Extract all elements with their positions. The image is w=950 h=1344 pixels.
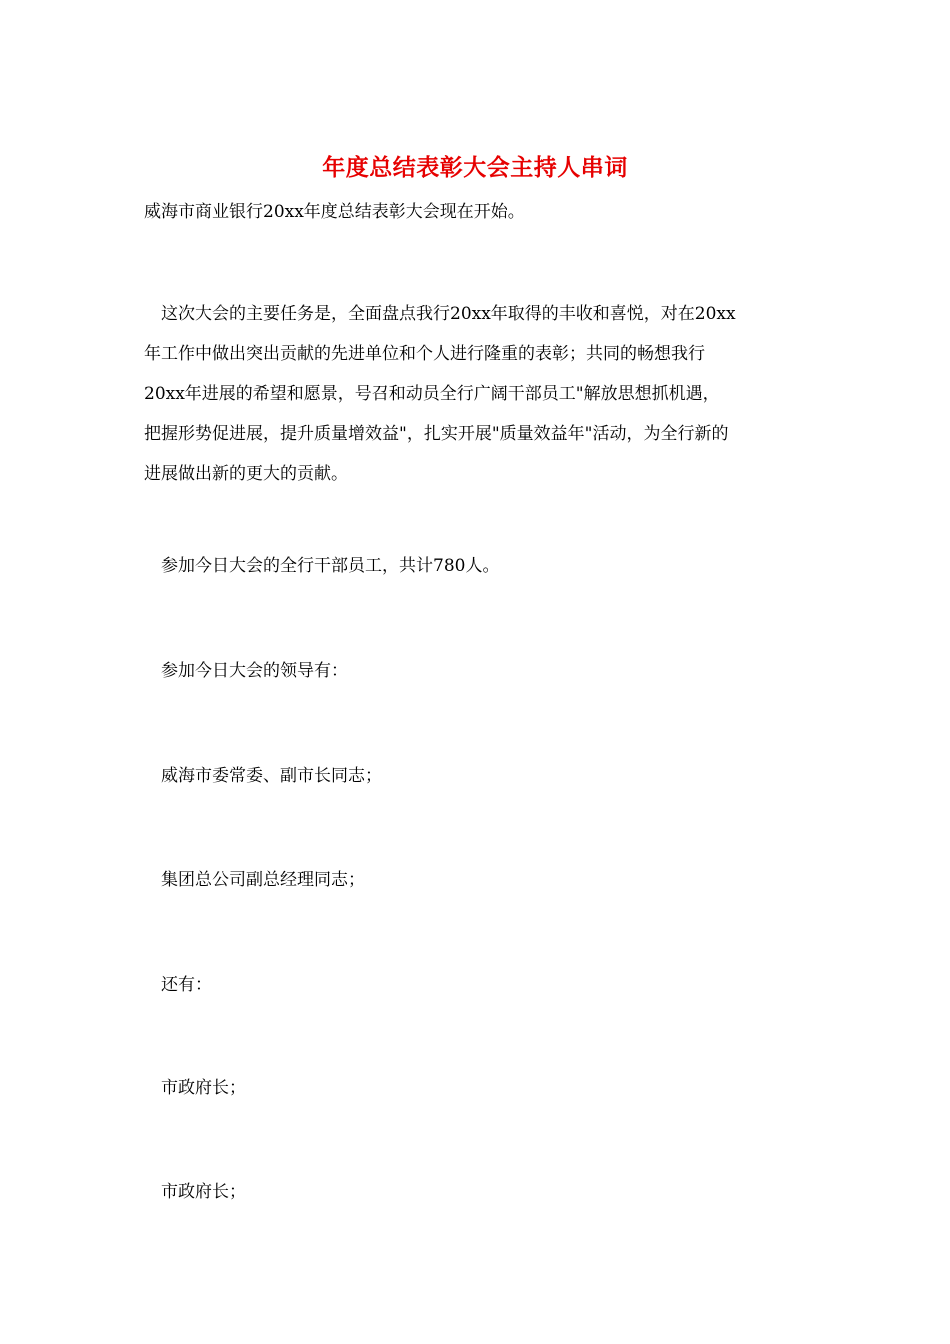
task-paragraph: [144, 294, 808, 494]
task-line: 年工作中做出突出贡献的先进单位和个人进行隆重的表彰；共同的畅想我行: [144, 344, 705, 364]
leader-item: 威海市委常委、副市长同志；: [144, 766, 382, 786]
leader-item: 集团总公司副总经理同志；: [144, 870, 365, 890]
task-line: 这次大会的主要任务是，全面盘点我行20xx年取得的丰收和喜悦，对在20xx: [144, 304, 736, 324]
leaders-intro-paragraph: 参加今日大会的领导有：: [144, 661, 348, 681]
opening-paragraph: 威海市商业银行20xx年度总结表彰大会现在开始。: [144, 202, 525, 222]
attendance-paragraph: 参加今日大会的全行干部员工，共计780人。: [144, 556, 500, 576]
task-line: 20xx年进展的希望和愿景，号召和动员全行广阔干部员工"解放思想抓机遇，: [144, 384, 720, 404]
task-line: 进展做出新的更大的贡献。: [144, 464, 348, 484]
task-line: 把握形势促进展，提升质量增效益"，扎实开展"质量效益年"活动，为全行新的: [144, 424, 729, 444]
official-item: 市政府长；: [144, 1078, 246, 1098]
official-item: 市政府长；: [144, 1182, 246, 1202]
document-title: 年度总结表彰大会主持人串词: [322, 154, 628, 181]
also-paragraph: 还有：: [144, 975, 212, 995]
